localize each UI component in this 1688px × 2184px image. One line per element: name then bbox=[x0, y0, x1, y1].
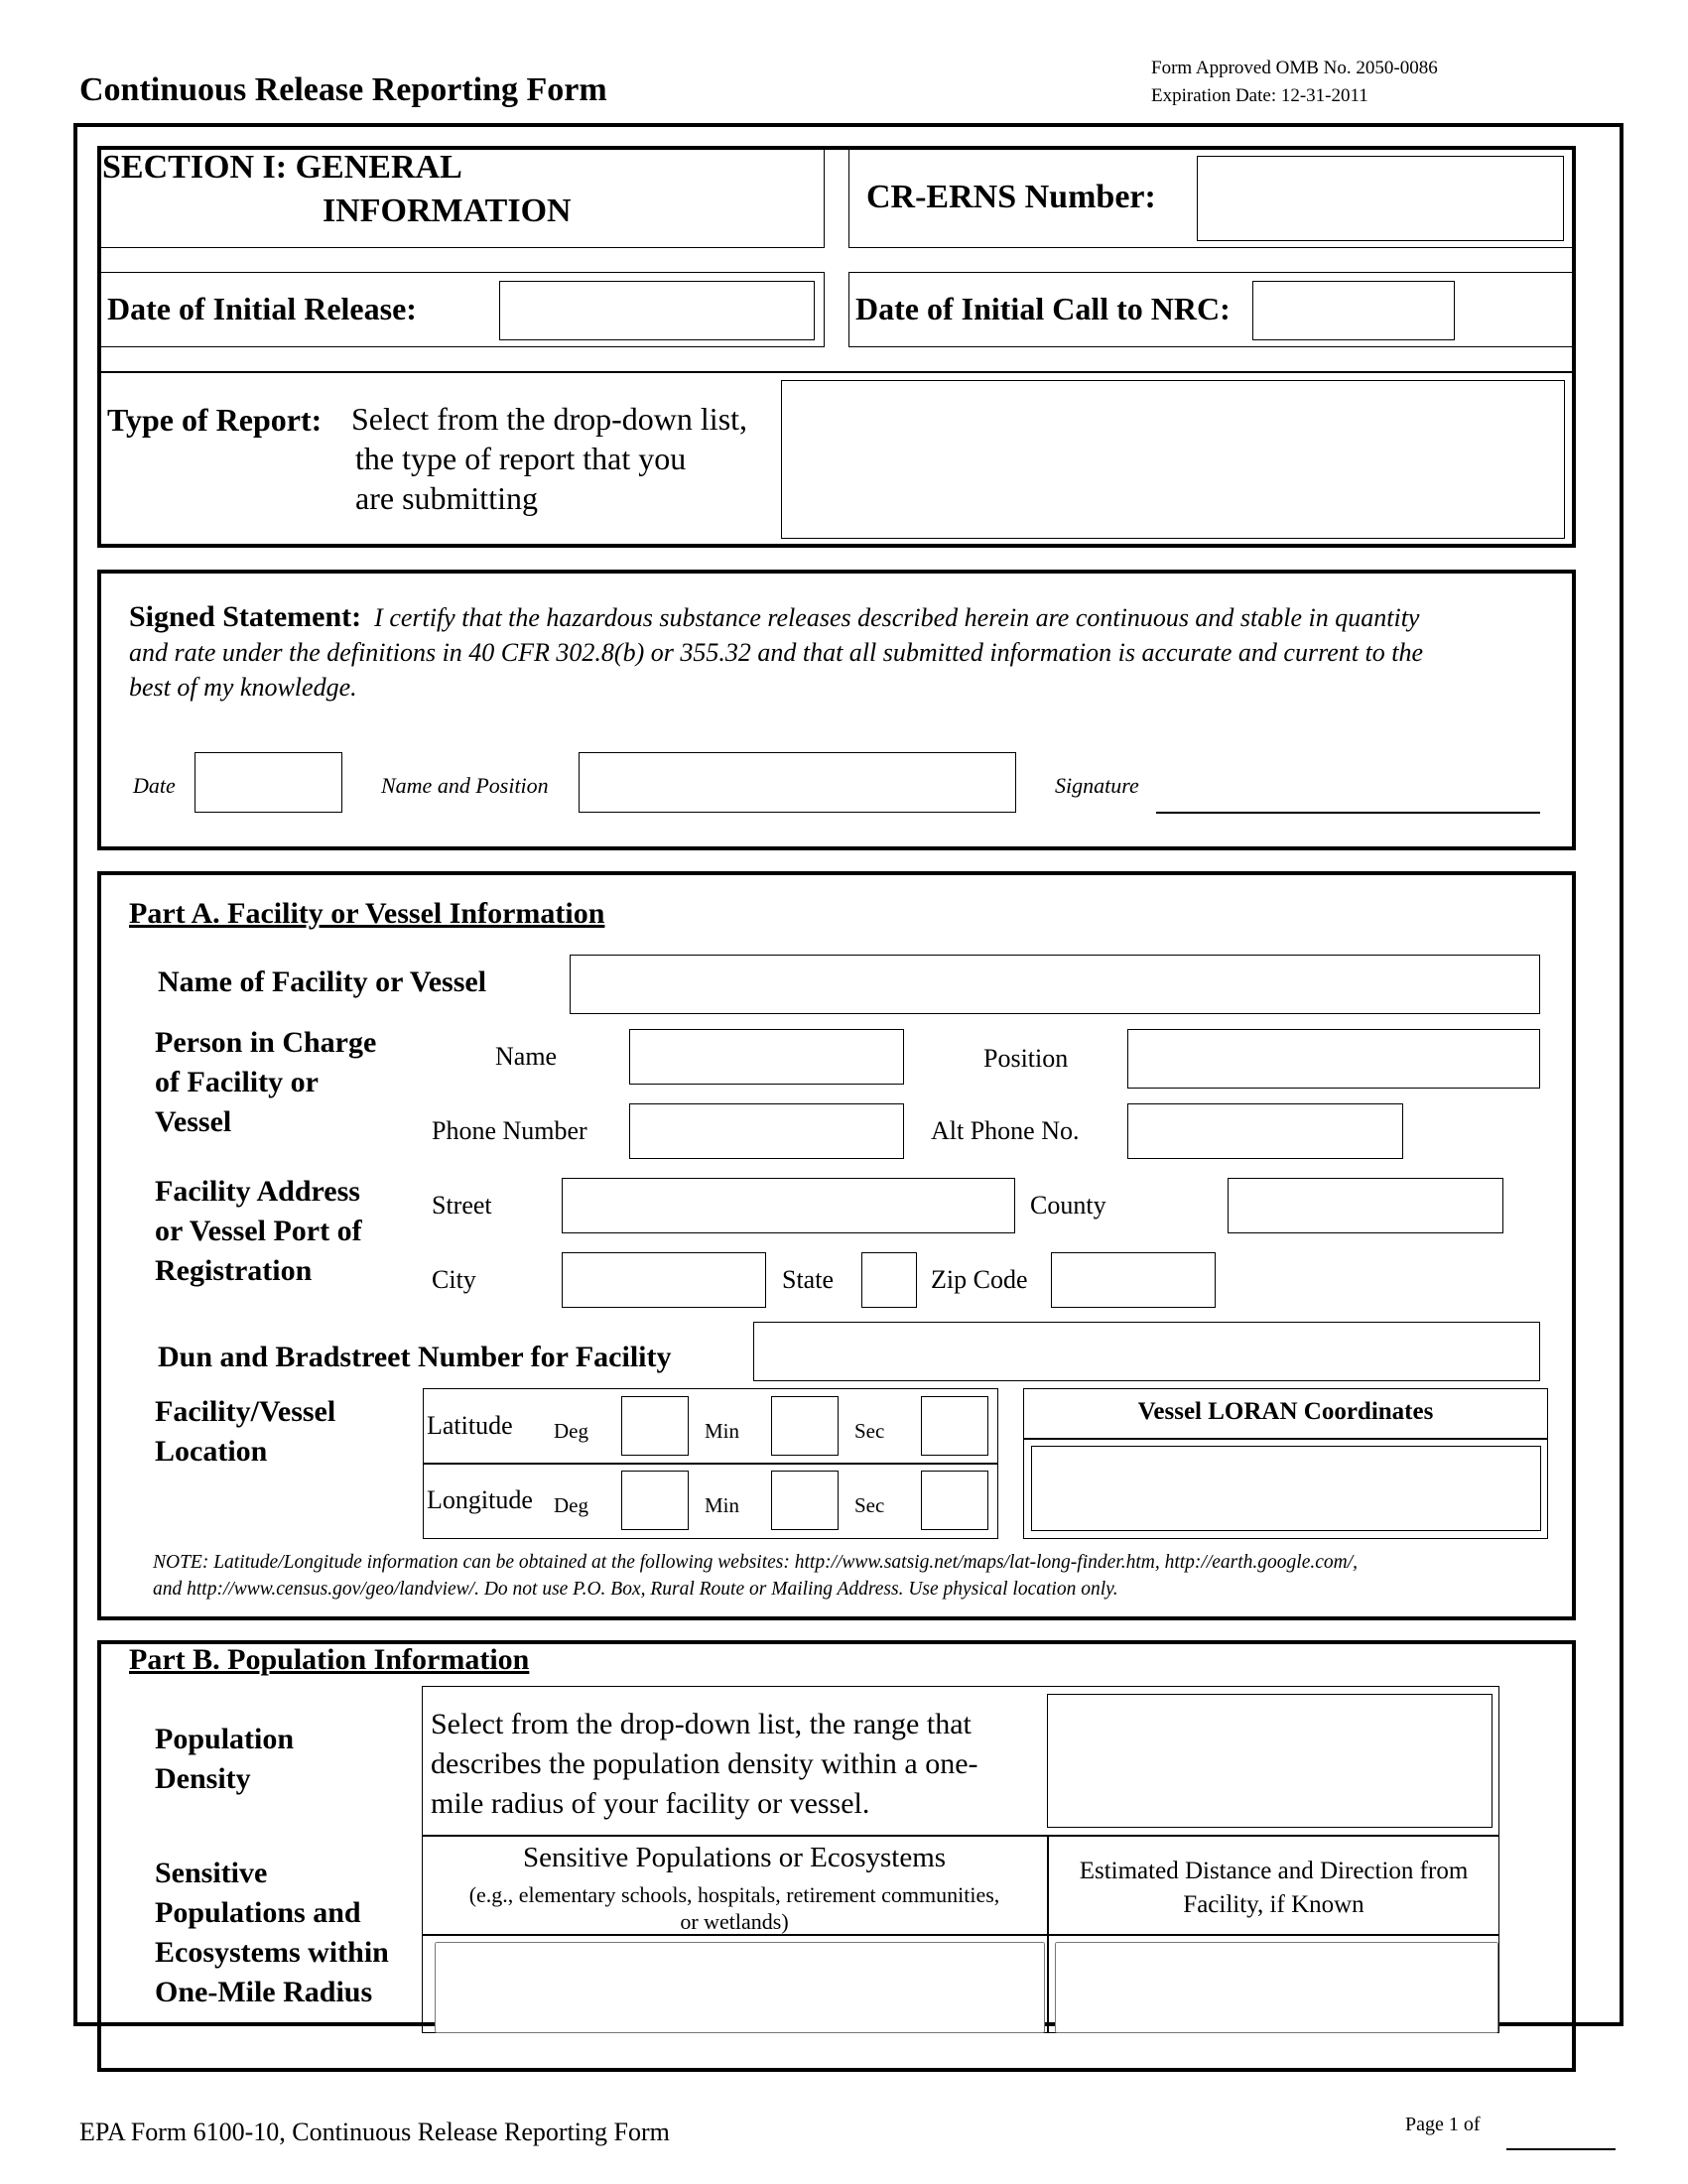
county-label: County bbox=[1030, 1191, 1106, 1220]
lat-min-input[interactable] bbox=[771, 1396, 839, 1456]
facility-address-label: Registration bbox=[155, 1254, 313, 1287]
type-of-report-instruction: the type of report that you bbox=[355, 441, 687, 476]
location-label: Location bbox=[155, 1435, 268, 1468]
sensitive-populations-label: Populations and bbox=[155, 1896, 361, 1929]
section-heading-cont: INFORMATION bbox=[323, 193, 572, 229]
facility-name-label: Name of Facility or Vessel bbox=[158, 965, 487, 998]
sensitive-populations-label: One-Mile Radius bbox=[155, 1976, 373, 2008]
lon-sec-input[interactable] bbox=[921, 1471, 988, 1530]
loran-input[interactable] bbox=[1031, 1446, 1541, 1531]
type-of-report-instruction: are submitting bbox=[355, 480, 538, 516]
form-id-footer: EPA Form 6100-10, Continuous Release Reporting Form bbox=[79, 2118, 670, 2146]
county-input[interactable] bbox=[1228, 1178, 1503, 1233]
lon-sec-label: Sec bbox=[854, 1493, 885, 1517]
street-input[interactable] bbox=[562, 1178, 1015, 1233]
distance-col-header: Estimated Distance and Direction from bbox=[1079, 1858, 1469, 1884]
name-label: Name bbox=[495, 1042, 558, 1071]
table-divider bbox=[422, 1835, 1499, 1837]
form-title: Continuous Release Reporting Form bbox=[79, 71, 607, 108]
population-density-dropdown[interactable] bbox=[1047, 1694, 1493, 1828]
latitude-label: Latitude bbox=[427, 1411, 513, 1440]
note-text: NOTE: Latitude/Longitude information can be obtained at the following websites: http://www.satsig.net/maps/lat-long-finder.htm, http://earth.google.com/, bbox=[153, 1552, 1359, 1573]
population-density-label: Density bbox=[155, 1762, 251, 1795]
date-initial-call-input[interactable] bbox=[1252, 281, 1455, 340]
city-label: City bbox=[432, 1265, 476, 1294]
zip-input[interactable] bbox=[1051, 1252, 1216, 1308]
street-label: Street bbox=[432, 1191, 492, 1220]
date-initial-release-input[interactable] bbox=[499, 281, 815, 340]
total-pages-line[interactable] bbox=[1506, 2148, 1616, 2150]
lon-min-label: Min bbox=[705, 1493, 740, 1517]
date-label: Date bbox=[133, 773, 176, 798]
person-in-charge-label: Person in Charge bbox=[155, 1026, 377, 1059]
duns-label: Dun and Bradstreet Number for Facility bbox=[158, 1341, 672, 1373]
facility-address-label: or Vessel Port of bbox=[155, 1215, 362, 1247]
phone-label: Phone Number bbox=[432, 1116, 587, 1145]
lon-deg-label: Deg bbox=[554, 1493, 588, 1517]
type-of-report-dropdown[interactable] bbox=[781, 380, 1565, 539]
expiration-date: Expiration Date: 12-31-2011 bbox=[1151, 85, 1368, 106]
sensitive-col-subheader: or wetlands) bbox=[680, 1909, 789, 1934]
part-b-heading: Part B. Population Information bbox=[129, 1643, 530, 1676]
alt-phone-label: Alt Phone No. bbox=[931, 1116, 1080, 1145]
population-density-instruction: Select from the drop-down list, the range that bbox=[431, 1708, 972, 1740]
signature-label: Signature bbox=[1055, 773, 1139, 798]
type-of-report-instruction: Select from the drop-down list, bbox=[351, 401, 748, 437]
cr-erns-label: CR-ERNS Number: bbox=[866, 179, 1156, 215]
person-in-charge-label: Vessel bbox=[155, 1105, 232, 1138]
position-label: Position bbox=[983, 1044, 1069, 1073]
location-label: Facility/Vessel bbox=[155, 1395, 336, 1428]
name-position-input[interactable] bbox=[579, 752, 1016, 813]
phone-input[interactable] bbox=[629, 1103, 904, 1159]
facility-name-input[interactable] bbox=[570, 955, 1540, 1014]
zip-label: Zip Code bbox=[931, 1265, 1028, 1294]
sensitive-populations-label: Sensitive bbox=[155, 1857, 268, 1889]
lat-deg-input[interactable] bbox=[621, 1396, 689, 1456]
sensitive-col-subheader: (e.g., elementary schools, hospitals, retirement communities, bbox=[468, 1882, 1000, 1907]
date-initial-release-label: Date of Initial Release: bbox=[107, 291, 417, 326]
divider bbox=[99, 371, 1574, 373]
section-heading: SECTION I: GENERAL bbox=[102, 149, 462, 186]
longitude-label: Longitude bbox=[427, 1485, 533, 1514]
name-position-label: Name and Position bbox=[381, 773, 549, 798]
statement-line: I certify that the hazardous substance releases described herein are continuous and stable in quantity bbox=[374, 603, 1420, 632]
lon-deg-input[interactable] bbox=[621, 1471, 689, 1530]
lon-min-input[interactable] bbox=[771, 1471, 839, 1530]
population-density-instruction: describes the population density within a one- bbox=[431, 1747, 978, 1780]
lat-sec-input[interactable] bbox=[921, 1396, 988, 1456]
omb-approval: Form Approved OMB No. 2050-0086 bbox=[1151, 58, 1438, 78]
sensitive-populations-label: Ecosystems within bbox=[155, 1936, 389, 1969]
part-a-heading: Part A. Facility or Vessel Information bbox=[129, 897, 605, 930]
date-initial-call-label: Date of Initial Call to NRC: bbox=[855, 291, 1231, 326]
statement-line: and rate under the definitions in 40 CFR 302.8(b) or 355.32 and that all submitted information is accurate and current to the bbox=[129, 638, 1423, 667]
person-in-charge-label: of Facility or bbox=[155, 1066, 319, 1098]
facility-address-label: Facility Address bbox=[155, 1175, 360, 1208]
date-input[interactable] bbox=[195, 752, 342, 813]
duns-input[interactable] bbox=[753, 1322, 1540, 1381]
distance-direction-input[interactable] bbox=[1055, 1942, 1498, 2033]
population-density-label: Population bbox=[155, 1723, 295, 1755]
lat-deg-label: Deg bbox=[554, 1419, 588, 1443]
state-label: State bbox=[782, 1265, 834, 1294]
lat-long-divider bbox=[423, 1463, 998, 1465]
lat-sec-label: Sec bbox=[854, 1419, 885, 1443]
statement-line: best of my knowledge. bbox=[129, 673, 357, 702]
sensitive-col-header: Sensitive Populations or Ecosystems bbox=[522, 1842, 947, 1873]
loran-label: Vessel LORAN Coordinates bbox=[1137, 1398, 1434, 1425]
signed-statement-text bbox=[129, 599, 1558, 705]
state-input[interactable] bbox=[861, 1252, 917, 1308]
position-input[interactable] bbox=[1127, 1029, 1540, 1089]
alt-phone-input[interactable] bbox=[1127, 1103, 1403, 1159]
name-input[interactable] bbox=[629, 1029, 904, 1085]
signed-statement-label: Signed Statement: bbox=[129, 600, 362, 633]
city-input[interactable] bbox=[562, 1252, 766, 1308]
lat-min-label: Min bbox=[705, 1419, 740, 1443]
population-density-instruction: mile radius of your facility or vessel. bbox=[431, 1787, 870, 1820]
loran-divider bbox=[1023, 1438, 1548, 1440]
sensitive-populations-input[interactable] bbox=[435, 1942, 1045, 2033]
note-text: and http://www.census.gov/geo/landview/. Do not use P.O. Box, Rural Route or Mailing Address. Use physical location only. bbox=[153, 1579, 1118, 1600]
page-number: Page 1 of bbox=[1405, 2114, 1481, 2135]
distance-col-header: Facility, if Known bbox=[1183, 1891, 1364, 1918]
signature-line[interactable] bbox=[1156, 812, 1540, 814]
cr-erns-input[interactable] bbox=[1197, 156, 1564, 241]
type-of-report-label: Type of Report: bbox=[107, 402, 323, 438]
